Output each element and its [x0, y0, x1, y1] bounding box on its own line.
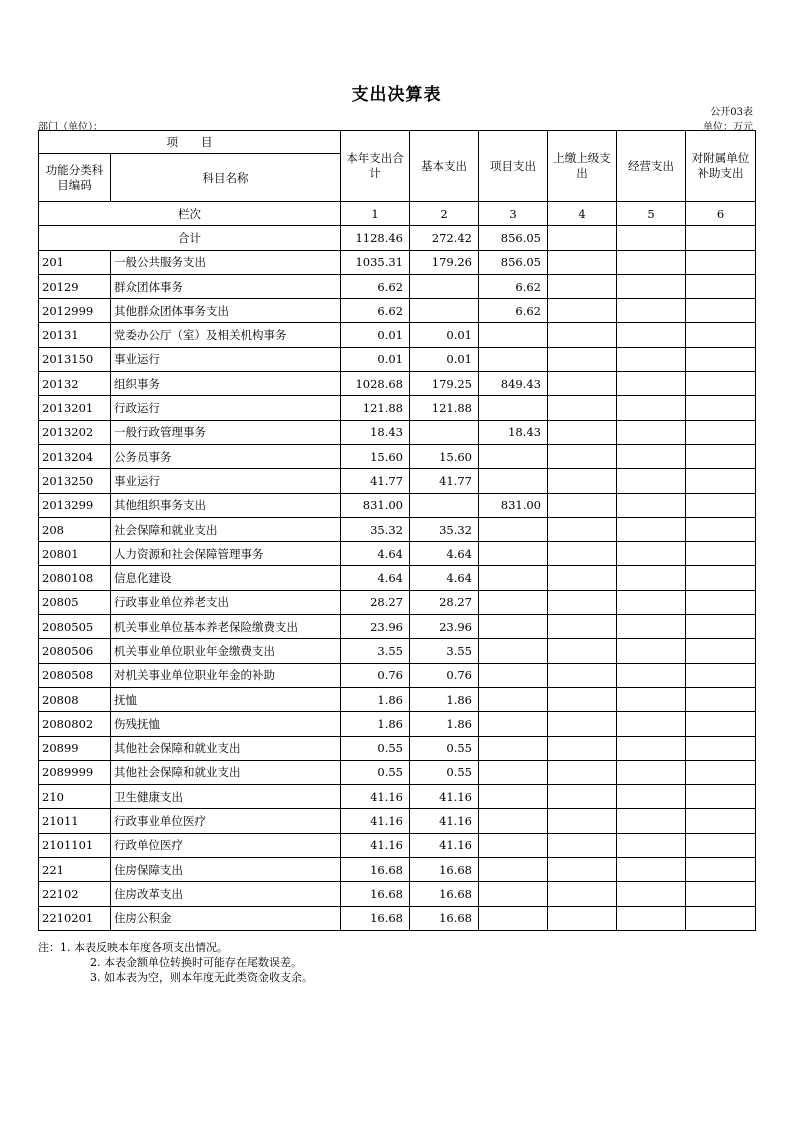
- row-upper: [548, 712, 617, 736]
- row-total: 1028.68: [341, 372, 410, 396]
- header-row-1: [39, 131, 756, 154]
- row-total: 1.86: [341, 687, 410, 711]
- row-basic: 121.88: [410, 396, 479, 420]
- page-title: 支出决算表: [351, 85, 442, 105]
- row-code: 20129: [39, 274, 111, 298]
- row-total: 18.43: [341, 420, 410, 444]
- table-row: [39, 858, 756, 882]
- row-business: [617, 372, 686, 396]
- row-basic: 4.64: [410, 566, 479, 590]
- header-business: 经营支出: [617, 131, 686, 202]
- row-subsidy: [686, 566, 756, 590]
- row-basic: 179.26: [410, 250, 479, 274]
- row-name: 卫生健康支出: [111, 785, 341, 809]
- row-upper: [548, 785, 617, 809]
- row-name: 抚恤: [111, 687, 341, 711]
- row-project: [479, 615, 548, 639]
- row-project: [479, 687, 548, 711]
- column-5: 5: [617, 202, 686, 226]
- form-code: 公开03表: [710, 107, 753, 118]
- row-total: 0.76: [341, 663, 410, 687]
- row-subsidy: [686, 809, 756, 833]
- row-subsidy: [686, 323, 756, 347]
- row-total: 1.86: [341, 712, 410, 736]
- row-name: 行政运行: [111, 396, 341, 420]
- row-upper: [548, 323, 617, 347]
- table-row: [39, 906, 756, 930]
- column-6: 6: [686, 202, 756, 226]
- note-2: 2. 本表金额单位转换时可能存在尾数误差。: [90, 956, 302, 969]
- row-project: [479, 809, 548, 833]
- row-subsidy: [686, 590, 756, 614]
- row-upper: [548, 858, 617, 882]
- row-code: 2080508: [39, 663, 111, 687]
- row-total: 23.96: [341, 615, 410, 639]
- row-upper: [548, 299, 617, 323]
- row-total: 6.62: [341, 274, 410, 298]
- row-project: [479, 663, 548, 687]
- row-total: 41.16: [341, 833, 410, 857]
- row-business: [617, 396, 686, 420]
- column-3: 3: [479, 202, 548, 226]
- row-subsidy: [686, 663, 756, 687]
- row-basic: 0.76: [410, 663, 479, 687]
- row-basic: 41.16: [410, 785, 479, 809]
- row-name: 机关事业单位职业年金缴费支出: [111, 639, 341, 663]
- row-code: 20131: [39, 323, 111, 347]
- row-basic: [410, 274, 479, 298]
- total-upper: [548, 226, 617, 250]
- column-2: 2: [410, 202, 479, 226]
- row-subsidy: [686, 858, 756, 882]
- row-project: [479, 347, 548, 371]
- row-basic: 1.86: [410, 687, 479, 711]
- row-name: 公务员事务: [111, 444, 341, 468]
- row-code: 2080505: [39, 615, 111, 639]
- row-upper: [548, 687, 617, 711]
- row-project: [479, 542, 548, 566]
- row-total: 16.68: [341, 882, 410, 906]
- table-row: [39, 444, 756, 468]
- row-subsidy: [686, 347, 756, 371]
- row-total: 4.64: [341, 566, 410, 590]
- row-total: 0.55: [341, 760, 410, 784]
- table-row: [39, 323, 756, 347]
- row-total: 4.64: [341, 542, 410, 566]
- row-business: [617, 493, 686, 517]
- row-project: [479, 566, 548, 590]
- row-name: 信息化建设: [111, 566, 341, 590]
- table-row: [39, 542, 756, 566]
- row-upper: [548, 663, 617, 687]
- row-name: 党委办公厅（室）及相关机构事务: [111, 323, 341, 347]
- row-name: 其他社会保障和就业支出: [111, 760, 341, 784]
- row-subsidy: [686, 396, 756, 420]
- row-business: [617, 760, 686, 784]
- row-name: 伤残抚恤: [111, 712, 341, 736]
- row-business: [617, 906, 686, 930]
- row-business: [617, 590, 686, 614]
- row-total: 1035.31: [341, 250, 410, 274]
- row-project: [479, 882, 548, 906]
- row-project: [479, 906, 548, 930]
- row-code: 210: [39, 785, 111, 809]
- row-subsidy: [686, 372, 756, 396]
- row-basic: [410, 420, 479, 444]
- row-code: 2080506: [39, 639, 111, 663]
- row-basic: 16.68: [410, 906, 479, 930]
- row-basic: 23.96: [410, 615, 479, 639]
- row-code: 20801: [39, 542, 111, 566]
- row-total: 16.68: [341, 858, 410, 882]
- row-subsidy: [686, 274, 756, 298]
- table-row: [39, 785, 756, 809]
- row-total: 41.16: [341, 809, 410, 833]
- row-code: 221: [39, 858, 111, 882]
- row-total: 15.60: [341, 444, 410, 468]
- row-name: 机关事业单位基本养老保险缴费支出: [111, 615, 341, 639]
- table-row: [39, 517, 756, 541]
- row-code: 2013150: [39, 347, 111, 371]
- department-label: 部门（单位）：: [38, 122, 103, 133]
- row-business: [617, 323, 686, 347]
- row-basic: 1.86: [410, 712, 479, 736]
- row-total: 41.77: [341, 469, 410, 493]
- row-code: 21011: [39, 809, 111, 833]
- row-total: 121.88: [341, 396, 410, 420]
- row-code: 22102: [39, 882, 111, 906]
- expenditure-table: [38, 130, 756, 931]
- table-row: [39, 347, 756, 371]
- row-upper: [548, 882, 617, 906]
- row-business: [617, 299, 686, 323]
- row-basic: 35.32: [410, 517, 479, 541]
- row-subsidy: [686, 687, 756, 711]
- row-project: 856.05: [479, 250, 548, 274]
- row-subsidy: [686, 493, 756, 517]
- unit-label: 单位：万元: [703, 122, 753, 133]
- row-basic: 15.60: [410, 444, 479, 468]
- row-upper: [548, 760, 617, 784]
- row-project: [479, 444, 548, 468]
- row-basic: [410, 493, 479, 517]
- row-upper: [548, 639, 617, 663]
- row-total: 0.01: [341, 347, 410, 371]
- row-code: 2080108: [39, 566, 111, 590]
- row-basic: 3.55: [410, 639, 479, 663]
- row-subsidy: [686, 542, 756, 566]
- row-subsidy: [686, 882, 756, 906]
- table-row: [39, 760, 756, 784]
- row-name: 行政事业单位养老支出: [111, 590, 341, 614]
- row-upper: [548, 736, 617, 760]
- row-subsidy: [686, 299, 756, 323]
- row-basic: 179.25: [410, 372, 479, 396]
- row-name: 事业运行: [111, 347, 341, 371]
- row-business: [617, 663, 686, 687]
- row-business: [617, 469, 686, 493]
- row-total: 16.68: [341, 906, 410, 930]
- row-basic: 41.77: [410, 469, 479, 493]
- row-name: 社会保障和就业支出: [111, 517, 341, 541]
- row-total: 3.55: [341, 639, 410, 663]
- row-name: 对机关事业单位职业年金的补助: [111, 663, 341, 687]
- row-code: 2012999: [39, 299, 111, 323]
- row-upper: [548, 809, 617, 833]
- row-code: 2013250: [39, 469, 111, 493]
- row-business: [617, 833, 686, 857]
- row-basic: 4.64: [410, 542, 479, 566]
- row-project: 18.43: [479, 420, 548, 444]
- row-basic: 0.01: [410, 347, 479, 371]
- row-name: 群众团体事务: [111, 274, 341, 298]
- row-subsidy: [686, 833, 756, 857]
- row-business: [617, 517, 686, 541]
- header-upper: 上缴上级支出: [548, 131, 617, 202]
- row-upper: [548, 906, 617, 930]
- row-upper: [548, 347, 617, 371]
- header-code: 功能分类科目编码: [39, 154, 111, 202]
- row-subsidy: [686, 444, 756, 468]
- table-row: [39, 566, 756, 590]
- row-name: 其他群众团体事务支出: [111, 299, 341, 323]
- row-code: 201: [39, 250, 111, 274]
- row-code: 2101101: [39, 833, 111, 857]
- row-name: 行政事业单位医疗: [111, 809, 341, 833]
- row-basic: 16.68: [410, 882, 479, 906]
- row-upper: [548, 396, 617, 420]
- row-business: [617, 615, 686, 639]
- row-upper: [548, 420, 617, 444]
- table-row: [39, 299, 756, 323]
- table-row: [39, 736, 756, 760]
- row-total: 28.27: [341, 590, 410, 614]
- row-subsidy: [686, 736, 756, 760]
- total-amount: 1128.46: [341, 226, 410, 250]
- row-upper: [548, 493, 617, 517]
- row-business: [617, 347, 686, 371]
- row-basic: 28.27: [410, 590, 479, 614]
- row-subsidy: [686, 906, 756, 930]
- row-basic: 16.68: [410, 858, 479, 882]
- row-total: 0.01: [341, 323, 410, 347]
- header-total: 本年支出合计: [341, 131, 410, 202]
- row-name: 住房保障支出: [111, 858, 341, 882]
- row-project: [479, 858, 548, 882]
- row-basic: 41.16: [410, 833, 479, 857]
- row-project: 6.62: [479, 299, 548, 323]
- table-row: [39, 663, 756, 687]
- row-basic: 0.01: [410, 323, 479, 347]
- row-upper: [548, 274, 617, 298]
- row-business: [617, 444, 686, 468]
- table-row: [39, 396, 756, 420]
- row-project: [479, 396, 548, 420]
- header-item: 项 目: [39, 131, 341, 154]
- row-subsidy: [686, 615, 756, 639]
- row-subsidy: [686, 517, 756, 541]
- table-row: [39, 809, 756, 833]
- row-name: 其他社会保障和就业支出: [111, 736, 341, 760]
- row-total: 6.62: [341, 299, 410, 323]
- row-code: 20808: [39, 687, 111, 711]
- total-row: [39, 226, 756, 250]
- column-number-row: [39, 202, 756, 226]
- row-business: [617, 542, 686, 566]
- note-3: 3. 如本表为空，则本年度无此类资金收支余。: [90, 971, 313, 984]
- row-name: 其他组织事务支出: [111, 493, 341, 517]
- row-code: 2013299: [39, 493, 111, 517]
- row-business: [617, 882, 686, 906]
- row-name: 行政单位医疗: [111, 833, 341, 857]
- row-business: [617, 566, 686, 590]
- row-business: [617, 809, 686, 833]
- row-name: 住房改革支出: [111, 882, 341, 906]
- total-project: 856.05: [479, 226, 548, 250]
- row-business: [617, 274, 686, 298]
- row-subsidy: [686, 639, 756, 663]
- row-total: 0.55: [341, 736, 410, 760]
- row-business: [617, 420, 686, 444]
- row-project: [479, 736, 548, 760]
- row-upper: [548, 469, 617, 493]
- column-label: 栏次: [39, 202, 341, 226]
- row-project: 6.62: [479, 274, 548, 298]
- row-subsidy: [686, 785, 756, 809]
- row-upper: [548, 615, 617, 639]
- table-row: [39, 712, 756, 736]
- row-name: 住房公积金: [111, 906, 341, 930]
- table-row: [39, 833, 756, 857]
- row-code: 2080802: [39, 712, 111, 736]
- table-row: [39, 615, 756, 639]
- row-project: [479, 760, 548, 784]
- header-name: 科目名称: [111, 154, 341, 202]
- row-project: [479, 785, 548, 809]
- row-business: [617, 858, 686, 882]
- table-row: [39, 250, 756, 274]
- row-business: [617, 687, 686, 711]
- row-upper: [548, 542, 617, 566]
- row-business: [617, 712, 686, 736]
- row-upper: [548, 566, 617, 590]
- table-row: [39, 493, 756, 517]
- row-name: 一般行政管理事务: [111, 420, 341, 444]
- row-business: [617, 736, 686, 760]
- table-body: [39, 250, 756, 930]
- table-row: [39, 420, 756, 444]
- table-row: [39, 882, 756, 906]
- row-name: 组织事务: [111, 372, 341, 396]
- row-code: 2013204: [39, 444, 111, 468]
- total-business: [617, 226, 686, 250]
- row-basic: [410, 299, 479, 323]
- total-subsidy: [686, 226, 756, 250]
- row-code: 20805: [39, 590, 111, 614]
- row-subsidy: [686, 250, 756, 274]
- row-upper: [548, 517, 617, 541]
- row-name: 人力资源和社会保障管理事务: [111, 542, 341, 566]
- row-project: 849.43: [479, 372, 548, 396]
- row-project: [479, 469, 548, 493]
- row-project: 831.00: [479, 493, 548, 517]
- header-basic: 基本支出: [410, 131, 479, 202]
- row-basic: 0.55: [410, 760, 479, 784]
- table-row: [39, 639, 756, 663]
- table-row: [39, 274, 756, 298]
- table-row: [39, 372, 756, 396]
- row-code: 2013202: [39, 420, 111, 444]
- row-upper: [548, 833, 617, 857]
- row-upper: [548, 444, 617, 468]
- row-business: [617, 250, 686, 274]
- row-project: [479, 833, 548, 857]
- row-total: 35.32: [341, 517, 410, 541]
- row-project: [479, 639, 548, 663]
- total-label: 合计: [39, 226, 341, 250]
- table-row: [39, 469, 756, 493]
- row-code: 208: [39, 517, 111, 541]
- row-subsidy: [686, 469, 756, 493]
- column-4: 4: [548, 202, 617, 226]
- table-row: [39, 590, 756, 614]
- row-name: 一般公共服务支出: [111, 250, 341, 274]
- row-project: [479, 323, 548, 347]
- row-code: 20899: [39, 736, 111, 760]
- row-project: [479, 517, 548, 541]
- row-upper: [548, 250, 617, 274]
- row-subsidy: [686, 420, 756, 444]
- row-basic: 0.55: [410, 736, 479, 760]
- row-code: 2089999: [39, 760, 111, 784]
- row-business: [617, 785, 686, 809]
- row-code: 2013201: [39, 396, 111, 420]
- row-project: [479, 590, 548, 614]
- row-code: 2210201: [39, 906, 111, 930]
- header-subsidy: 对附属单位补助支出: [686, 131, 756, 202]
- row-subsidy: [686, 760, 756, 784]
- header-project: 项目支出: [479, 131, 548, 202]
- notes: [38, 940, 313, 985]
- row-upper: [548, 372, 617, 396]
- row-subsidy: [686, 712, 756, 736]
- row-project: [479, 712, 548, 736]
- row-upper: [548, 590, 617, 614]
- row-basic: 41.16: [410, 809, 479, 833]
- row-business: [617, 639, 686, 663]
- note-1: 注：1. 本表反映本年度各项支出情况。: [38, 941, 228, 954]
- row-name: 事业运行: [111, 469, 341, 493]
- row-total: 831.00: [341, 493, 410, 517]
- column-1: 1: [341, 202, 410, 226]
- row-code: 20132: [39, 372, 111, 396]
- table-row: [39, 687, 756, 711]
- total-basic: 272.42: [410, 226, 479, 250]
- row-total: 41.16: [341, 785, 410, 809]
